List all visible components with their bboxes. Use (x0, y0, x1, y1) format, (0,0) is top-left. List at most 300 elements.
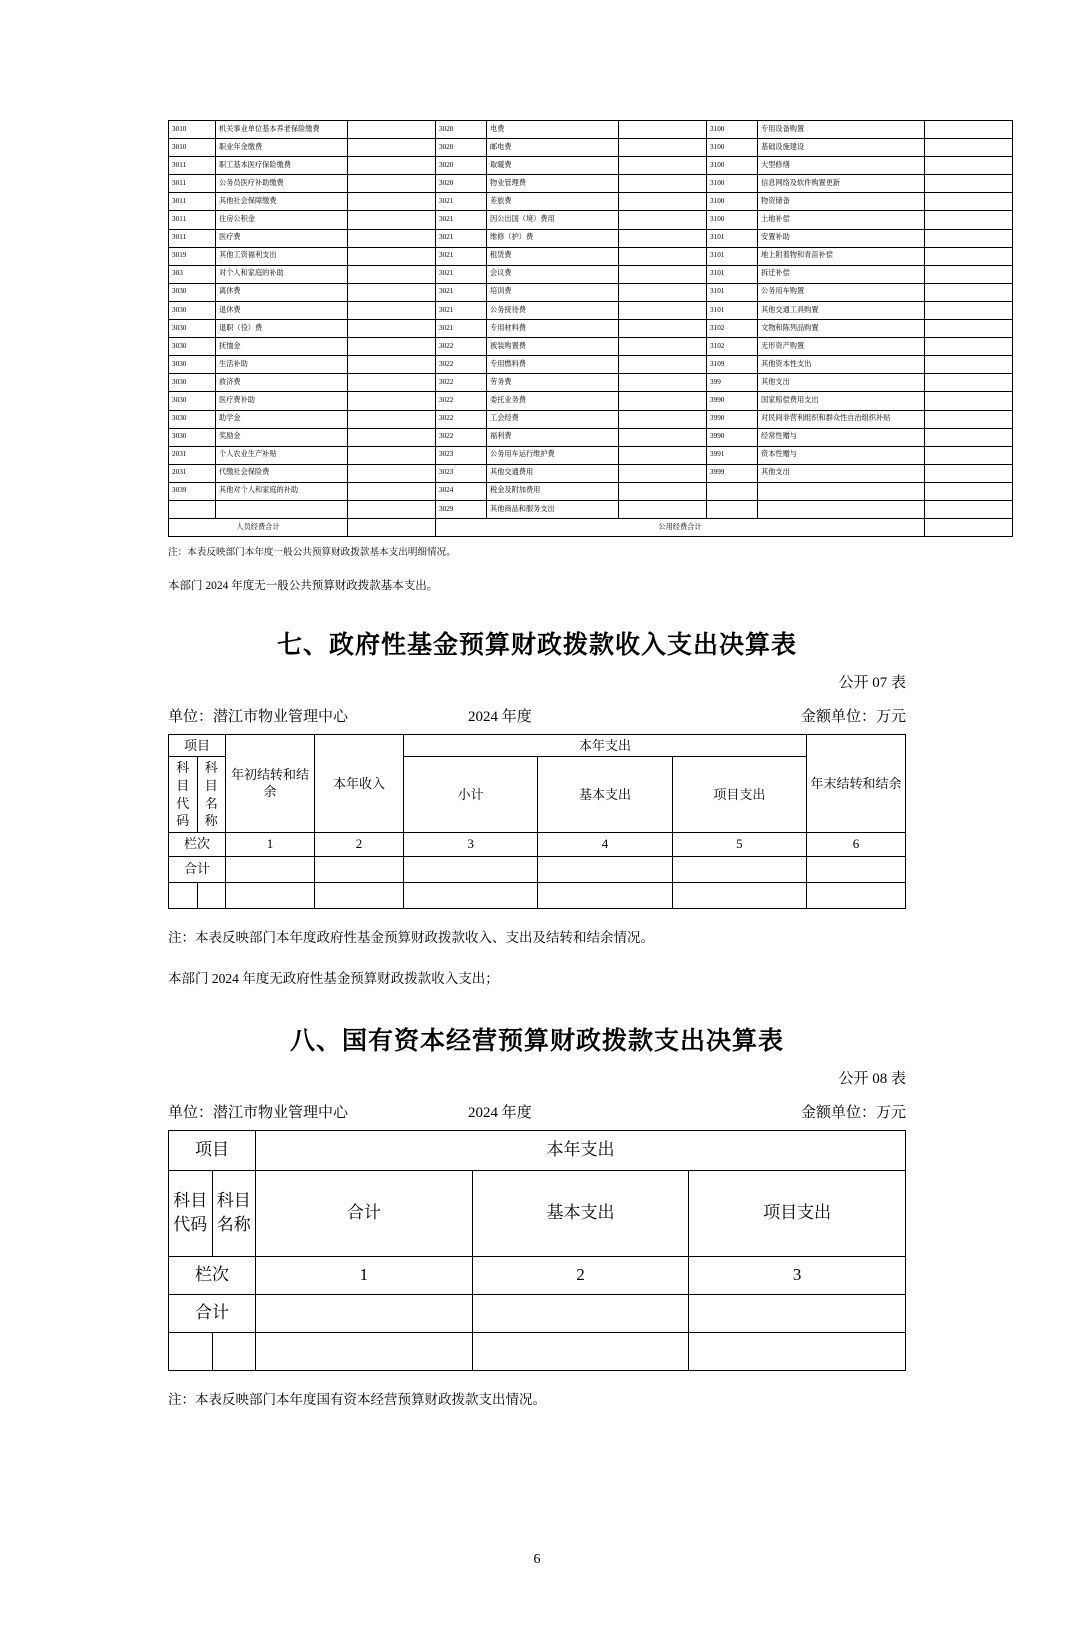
cell-name-right: 其他交通工具购置 (758, 301, 925, 319)
header-begin-balance: 年初结转和结余 (226, 734, 315, 832)
cell-amount-right (925, 320, 1013, 338)
cell-name-left: 公务员医疗补助缴费 (216, 175, 348, 193)
header-code: 科目代码 (169, 1170, 213, 1256)
cell-name-left: 退职（役）费 (216, 320, 348, 338)
table-row (169, 157, 1013, 175)
cell-name-mid: 差旅费 (487, 193, 619, 211)
blank-cell-1 (256, 1332, 473, 1370)
cell-code-left: 2031 (169, 446, 216, 464)
cell-amount-left (348, 265, 436, 283)
header-basic: 基本支出 (472, 1170, 689, 1256)
cell-code-mid: 3020 (436, 157, 487, 175)
cell-code-right: 3101 (707, 283, 758, 301)
column-index-1: 1 (256, 1256, 473, 1294)
total-value-4 (538, 856, 672, 882)
blank-cell-code (169, 882, 198, 908)
cell-code-mid: 3020 (436, 121, 487, 139)
page-number: 6 (533, 1552, 541, 1567)
total-value-6 (807, 856, 906, 882)
cell-name-left: 其他工资福利支出 (216, 247, 348, 265)
blank-cell-4 (538, 882, 672, 908)
cell-code-mid: 3022 (436, 338, 487, 356)
column-index-5: 5 (672, 832, 806, 856)
table-07-meta (168, 705, 906, 726)
table-row (169, 356, 1013, 374)
header-year-expense: 本年支出 (404, 734, 807, 757)
cell-amount-right (925, 247, 1013, 265)
cell-amount-right (925, 121, 1013, 139)
cell-code-mid: 3023 (436, 446, 487, 464)
table-row (169, 428, 1013, 446)
total-value-2 (472, 1294, 689, 1332)
column-index-4: 4 (538, 832, 672, 856)
cell-name-right: 大型修缮 (758, 157, 925, 175)
cell-name-mid: 取暖费 (487, 157, 619, 175)
blank-cell-3 (404, 882, 538, 908)
cell-name-mid: 其他商品和服务支出 (487, 500, 619, 518)
cell-amount-right (925, 356, 1013, 374)
cell-name-mid: 委托业务费 (487, 392, 619, 410)
column-index-3: 3 (404, 832, 538, 856)
cell-amount-left (348, 392, 436, 410)
blank-cell-name (197, 882, 226, 908)
cell-code-left: 3030 (169, 320, 216, 338)
total-value-3 (689, 1294, 906, 1332)
cell-name-left: 机关事业单位基本养老保险缴费 (216, 121, 348, 139)
table-07-unit: 单位：潜江市物业管理中心 (168, 708, 349, 725)
cell-name-right: 专用设备购置 (758, 121, 925, 139)
public-expense-total-label: 公用经费合计 (436, 519, 925, 537)
cell-amount-right (925, 157, 1013, 175)
cell-amount-mid (619, 392, 707, 410)
cell-amount-mid (619, 283, 707, 301)
table-08-column-number-row (169, 1256, 906, 1294)
header-name: 科目名称 (197, 757, 226, 832)
table-08-total-row (169, 1294, 906, 1332)
cell-name-right: 经常性赠与 (758, 428, 925, 446)
cell-name-left: 个人农业生产补贴 (216, 446, 348, 464)
table-row (169, 500, 1013, 518)
cell-code-left: 3011 (169, 193, 216, 211)
table-row (169, 301, 1013, 319)
table-row (169, 247, 1013, 265)
column-index-3: 3 (689, 1256, 906, 1294)
header-year-income: 本年收入 (315, 734, 404, 832)
cell-code-mid: 3021 (436, 247, 487, 265)
cell-code-left: 3011 (169, 211, 216, 229)
column-index-6: 6 (807, 832, 906, 856)
cell-code-mid: 3021 (436, 193, 487, 211)
cell-amount-mid (619, 211, 707, 229)
cell-code-right: 3990 (707, 428, 758, 446)
cell-amount-left (348, 247, 436, 265)
cell-amount-left (348, 338, 436, 356)
cell-code-left: 3030 (169, 301, 216, 319)
cell-name-mid: 维修（护）费 (487, 229, 619, 247)
cell-amount-mid (619, 428, 707, 446)
cell-code-mid: 3022 (436, 356, 487, 374)
cell-code-mid: 3023 (436, 464, 487, 482)
cell-amount-left (348, 428, 436, 446)
cell-code-right: 3102 (707, 320, 758, 338)
cell-amount-right (925, 482, 1013, 500)
table-07-body (169, 734, 906, 908)
cell-amount-left (348, 175, 436, 193)
cell-name-mid: 因公出国（境）费用 (487, 211, 619, 229)
table-row (169, 410, 1013, 428)
cell-code-right: 3109 (707, 356, 758, 374)
cell-code-right: 3101 (707, 229, 758, 247)
table-08-header-row-2 (169, 1170, 906, 1256)
cell-code-right: 3100 (707, 139, 758, 157)
note-table-08: 注：本表反映部门本年度国有资本经营预算财政拨款支出情况。 (168, 1391, 546, 1407)
table-footer-row (169, 519, 1013, 537)
cell-amount-mid (619, 139, 707, 157)
cell-name-right: 对民间非营利组织和群众性自治组织补贴 (758, 410, 925, 428)
cell-name-right: 其他支出 (758, 374, 925, 392)
cell-name-mid: 租赁费 (487, 247, 619, 265)
header-subtotal: 小计 (404, 757, 538, 832)
cell-amount-mid (619, 157, 707, 175)
header-project-expense: 项目支出 (689, 1170, 906, 1256)
table-07-column-number-row (169, 832, 906, 856)
table-row (169, 374, 1013, 392)
table-08-meta (168, 1101, 906, 1122)
cell-name-right: 资本性赠与 (758, 446, 925, 464)
cell-amount-left (348, 410, 436, 428)
cell-name-mid: 公务用车运行维护费 (487, 446, 619, 464)
header-name: 科目名称 (212, 1170, 256, 1256)
cell-code-left: 3030 (169, 392, 216, 410)
cell-amount-right (925, 229, 1013, 247)
cell-code-mid: 3021 (436, 229, 487, 247)
public-expense-total-value (925, 519, 1013, 537)
header-project-expense: 项目支出 (672, 757, 806, 832)
blank-cell-5 (672, 882, 806, 908)
cell-amount-mid (619, 410, 707, 428)
table-row (169, 464, 1013, 482)
document-page (0, 120, 1074, 1640)
table-row (169, 446, 1013, 464)
cell-name-right: 拆迁补偿 (758, 265, 925, 283)
cell-amount-left (348, 301, 436, 319)
cell-name-right: 物资储备 (758, 193, 925, 211)
cell-code-mid: 3022 (436, 392, 487, 410)
total-label: 合计 (169, 856, 226, 882)
table-08-amount-unit: 金额单位：万元 (800, 1104, 906, 1121)
cell-code-right: 3101 (707, 247, 758, 265)
cell-name-left: 救济费 (216, 374, 348, 392)
header-end-balance: 年末结转和结余 (807, 734, 906, 832)
header-basic: 基本支出 (538, 757, 672, 832)
table-row (169, 265, 1013, 283)
cell-name-right (758, 500, 925, 518)
cell-code-left: 3030 (169, 356, 216, 374)
cell-name-right: 公务用车购置 (758, 283, 925, 301)
table-07-year: 2024 年度 (468, 708, 532, 725)
cell-code-mid: 3020 (436, 175, 487, 193)
table-08-body (169, 1130, 906, 1370)
cell-code-left: 3011 (169, 175, 216, 193)
cell-amount-left (348, 500, 436, 518)
cell-amount-mid (619, 464, 707, 482)
section-8-heading: 八、国有资本经营预算财政拨款支出决算表 (289, 1026, 784, 1055)
cell-amount-mid (619, 193, 707, 211)
cell-code-left: 3011 (169, 157, 216, 175)
cell-name-right: 国家赔偿费用支出 (758, 392, 925, 410)
cell-amount-right (925, 193, 1013, 211)
table-07-header-row-1 (169, 734, 906, 757)
cell-name-right (758, 482, 925, 500)
personnel-expense-total-label: 人员经费合计 (169, 519, 348, 537)
cell-amount-right (925, 410, 1013, 428)
blank-cell-name (212, 1332, 256, 1370)
cell-name-right: 土地补偿 (758, 211, 925, 229)
cell-code-mid: 3021 (436, 320, 487, 338)
cell-amount-mid (619, 356, 707, 374)
cell-amount-left (348, 320, 436, 338)
cell-amount-mid (619, 320, 707, 338)
cell-code-left: 3011 (169, 229, 216, 247)
cell-code-left: 3030 (169, 283, 216, 301)
section-7-heading: 七、政府性基金预算财政拨款收入支出决算表 (276, 630, 797, 659)
total-label: 合计 (169, 1294, 256, 1332)
cell-name-right: 安置补助 (758, 229, 925, 247)
note-no-basic-expenditure: 本部门 2024 年度无一般公共预算财政拨款基本支出。 (168, 579, 439, 592)
header-code: 科目代码 (169, 757, 198, 832)
note-table-07: 注：本表反映部门本年度政府性基金预算财政拨款收入、支出及结转和结余情况。 (168, 929, 654, 945)
cell-name-right: 其他资本性支出 (758, 356, 925, 374)
table-07-total-row (169, 856, 906, 882)
cell-amount-mid (619, 482, 707, 500)
cell-amount-left (348, 211, 436, 229)
table-row (169, 211, 1013, 229)
cell-code-left: 3030 (169, 428, 216, 446)
table-row (169, 338, 1013, 356)
cell-amount-mid (619, 121, 707, 139)
cell-amount-right (925, 139, 1013, 157)
cell-code-left: 3010 (169, 139, 216, 157)
cell-code-mid: 3029 (436, 500, 487, 518)
blank-cell-2 (315, 882, 404, 908)
cell-code-left: 3030 (169, 338, 216, 356)
cell-code-right: 3100 (707, 175, 758, 193)
cell-code-right: 3102 (707, 338, 758, 356)
cell-amount-left (348, 356, 436, 374)
cell-amount-right (925, 301, 1013, 319)
cell-code-right: 3101 (707, 301, 758, 319)
cell-code-left: 303 (169, 265, 216, 283)
cell-name-left: 其他对个人和家庭的补助 (216, 482, 348, 500)
cell-code-left: 3030 (169, 410, 216, 428)
column-index-label: 栏次 (169, 1256, 256, 1294)
table-row (169, 139, 1013, 157)
cell-amount-left (348, 193, 436, 211)
cell-amount-mid (619, 301, 707, 319)
blank-cell-1 (226, 882, 315, 908)
cell-code-mid: 3022 (436, 428, 487, 446)
cell-name-right: 文物和陈列品购置 (758, 320, 925, 338)
cell-name-mid: 专用燃料费 (487, 356, 619, 374)
cell-name-mid: 被装购置费 (487, 338, 619, 356)
cell-amount-left (348, 283, 436, 301)
cell-name-right: 信息网络及软件购置更新 (758, 175, 925, 193)
table-08-blank-row (169, 1332, 906, 1370)
state-capital-budget-table (168, 1130, 906, 1371)
cell-name-mid: 公务接待费 (487, 301, 619, 319)
cell-amount-right (925, 283, 1013, 301)
cell-amount-right (925, 428, 1013, 446)
cell-code-mid: 3021 (436, 283, 487, 301)
cell-name-mid: 会议费 (487, 265, 619, 283)
table-row (169, 482, 1013, 500)
cell-code-right: 3990 (707, 410, 758, 428)
cell-name-mid: 电费 (487, 121, 619, 139)
cell-amount-mid (619, 500, 707, 518)
cell-name-left: 住房公积金 (216, 211, 348, 229)
cell-code-right (707, 482, 758, 500)
cell-amount-mid (619, 229, 707, 247)
cell-amount-left (348, 446, 436, 464)
cell-code-right: 3100 (707, 121, 758, 139)
cell-code-left: 3030 (169, 374, 216, 392)
cell-name-mid: 邮电费 (487, 139, 619, 157)
header-project: 项目 (169, 1130, 256, 1170)
cell-amount-mid (619, 446, 707, 464)
cell-amount-mid (619, 338, 707, 356)
cell-code-right: 3990 (707, 392, 758, 410)
cell-name-left: 职业年金缴费 (216, 139, 348, 157)
blank-cell-6 (807, 882, 906, 908)
cell-code-left: 3019 (169, 247, 216, 265)
note-basic-expenditure: 注：本表反映部门本年度一般公共预算财政拨款基本支出明细情况。 (168, 547, 456, 559)
cell-code-right: 3100 (707, 157, 758, 175)
cell-amount-left (348, 229, 436, 247)
cell-name-right: 基础设施建设 (758, 139, 925, 157)
cell-name-left: 其他社会保障缴费 (216, 193, 348, 211)
cell-code-mid: 3022 (436, 374, 487, 392)
cell-name-left: 奖励金 (216, 428, 348, 446)
cell-name-left: 离休费 (216, 283, 348, 301)
total-value-1 (226, 856, 315, 882)
top-table-body (169, 121, 1013, 537)
basic-expenditure-detail-table (168, 120, 1013, 537)
cell-name-right: 其他支出 (758, 464, 925, 482)
cell-amount-right (925, 211, 1013, 229)
cell-amount-mid (619, 265, 707, 283)
blank-cell-code (169, 1332, 213, 1370)
cell-amount-right (925, 392, 1013, 410)
public-table-07-label: 公开 07 表 (838, 674, 906, 691)
personnel-expense-total-value (348, 519, 436, 537)
cell-name-left: 对个人和家庭的补助 (216, 265, 348, 283)
cell-name-left: 生活补助 (216, 356, 348, 374)
cell-code-right: 399 (707, 374, 758, 392)
table-row (169, 392, 1013, 410)
blank-cell-2 (472, 1332, 689, 1370)
table-row (169, 283, 1013, 301)
cell-amount-right (925, 374, 1013, 392)
total-value-3 (404, 856, 538, 882)
cell-name-left: 退休费 (216, 301, 348, 319)
cell-name-right: 无形资产购置 (758, 338, 925, 356)
cell-amount-left (348, 482, 436, 500)
cell-amount-mid (619, 247, 707, 265)
cell-name-mid: 工会经费 (487, 410, 619, 428)
cell-name-left: 医疗费补助 (216, 392, 348, 410)
cell-name-mid: 税金及附加费用 (487, 482, 619, 500)
table-row (169, 121, 1013, 139)
total-value-2 (315, 856, 404, 882)
column-index-2: 2 (472, 1256, 689, 1294)
cell-name-left: 助学金 (216, 410, 348, 428)
column-index-1: 1 (226, 832, 315, 856)
cell-name-left: 代缴社会保险费 (216, 464, 348, 482)
cell-name-mid: 物业管理费 (487, 175, 619, 193)
blank-cell-3 (689, 1332, 906, 1370)
cell-amount-right (925, 265, 1013, 283)
cell-code-right: 3101 (707, 265, 758, 283)
cell-name-left (216, 500, 348, 518)
cell-code-mid: 3024 (436, 482, 487, 500)
cell-name-mid: 专用材料费 (487, 320, 619, 338)
cell-amount-mid (619, 374, 707, 392)
cell-amount-right (925, 464, 1013, 482)
cell-name-left: 医疗费 (216, 229, 348, 247)
cell-code-mid: 3021 (436, 265, 487, 283)
cell-code-right (707, 500, 758, 518)
cell-amount-right (925, 446, 1013, 464)
government-fund-budget-table (168, 734, 906, 909)
header-project: 项目 (169, 734, 226, 757)
public-table-08-label: 公开 08 表 (838, 1070, 906, 1087)
header-year-expense: 本年支出 (256, 1130, 906, 1170)
table-07-amount-unit: 金额单位：万元 (800, 708, 906, 725)
cell-name-mid: 福利费 (487, 428, 619, 446)
column-index-label: 栏次 (169, 832, 226, 856)
cell-amount-mid (619, 175, 707, 193)
cell-code-right: 3991 (707, 446, 758, 464)
table-08-unit: 单位：潜江市物业管理中心 (168, 1104, 349, 1121)
table-07-blank-row (169, 882, 906, 908)
cell-name-right: 地上附着物和青苗补偿 (758, 247, 925, 265)
note-table-07-none: 本部门 2024 年度无政府性基金预算财政拨款收入支出； (168, 970, 499, 986)
cell-code-left: 2031 (169, 464, 216, 482)
cell-code-mid: 3020 (436, 139, 487, 157)
cell-amount-left (348, 121, 436, 139)
cell-amount-left (348, 464, 436, 482)
cell-code-right: 3100 (707, 211, 758, 229)
cell-amount-right (925, 500, 1013, 518)
table-08-header-row-1 (169, 1130, 906, 1170)
table-row (169, 320, 1013, 338)
table-row (169, 229, 1013, 247)
cell-code-right: 3100 (707, 193, 758, 211)
cell-amount-right (925, 175, 1013, 193)
cell-code-mid: 3022 (436, 410, 487, 428)
cell-code-mid: 3021 (436, 301, 487, 319)
cell-amount-left (348, 157, 436, 175)
cell-amount-left (348, 374, 436, 392)
cell-code-right: 3999 (707, 464, 758, 482)
cell-code-left (169, 500, 216, 518)
cell-code-left: 3039 (169, 482, 216, 500)
cell-code-mid: 3021 (436, 211, 487, 229)
cell-amount-left (348, 139, 436, 157)
cell-code-left: 3010 (169, 121, 216, 139)
cell-amount-right (925, 338, 1013, 356)
total-value-1 (256, 1294, 473, 1332)
